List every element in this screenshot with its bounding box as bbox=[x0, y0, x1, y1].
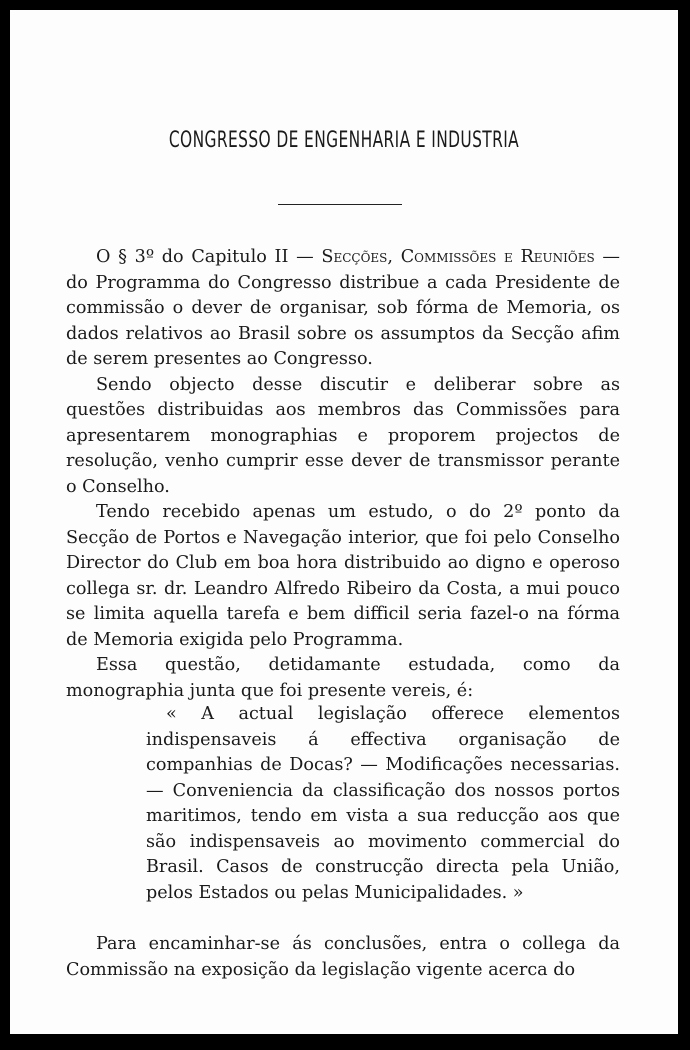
paragraph-1-rest: — do Programma do Congresso distribue a cada Presidente de commissão o dever de organisar, sob fórma de Memoria, os dados relativos ao Brasil sobre os assumptos da Secção afim de serem presentes ao Congresso. bbox=[66, 247, 620, 369]
paragraph-1-start: O § 3º do Capitulo II — bbox=[96, 247, 322, 267]
block-quote bbox=[146, 702, 620, 906]
paragraph-5: Para encaminhar-se ás conclusões, entra o collega da Commissão na exposição da legislação vigente acerca do bbox=[66, 934, 620, 980]
paragraph-4: Essa questão, detidamante estudada, como da monographia junta que foi presente vereis, é: bbox=[66, 655, 620, 701]
section-heading-reference: Secções, Commissões e Reuniões bbox=[321, 247, 595, 267]
paragraph-3: Tendo recebido apenas um estudo, o do 2º ponto da Secção de Portos e Navegação interior, que foi pelo Conselho Director do Club em boa hora distribuido ao digno e operoso collega sr. dr. Leandro Alfredo Ribeiro da Costa, a mui pouco se limita aquella tarefa e bem difficil seria fazel-o na fórma de Memoria exigida pelo Programma. bbox=[66, 502, 620, 650]
body-text-bottom bbox=[66, 932, 620, 983]
body-text-top bbox=[66, 245, 620, 704]
paragraph-2: Sendo objecto desse discutir e deliberar sobre as questões distribuidas aos membros das Commissões para apresentarem monographias e proporem projectos de resolução, venho cumprir esse dever de transmissor perante o Conselho. bbox=[66, 374, 620, 497]
title-divider bbox=[278, 204, 402, 205]
document-page bbox=[10, 10, 678, 1034]
quote-text: « A actual legislação offerece elementos indispensaveis á effectiva organisação de companhias de Docas? — Modificações necessarias. — Conveniencia da classificação dos nossos portos maritimos, tendo em vista a sua reducção aos que são indispensaveis ao movimento commercial do Brasil. Casos de construcção directa pela União, pelos Estados ou pelas Municipalidades. » bbox=[146, 704, 620, 903]
page-title: CONGRESSO DE ENGENHARIA E INDUSTRIA bbox=[168, 128, 520, 153]
paragraph-1 bbox=[66, 245, 620, 373]
